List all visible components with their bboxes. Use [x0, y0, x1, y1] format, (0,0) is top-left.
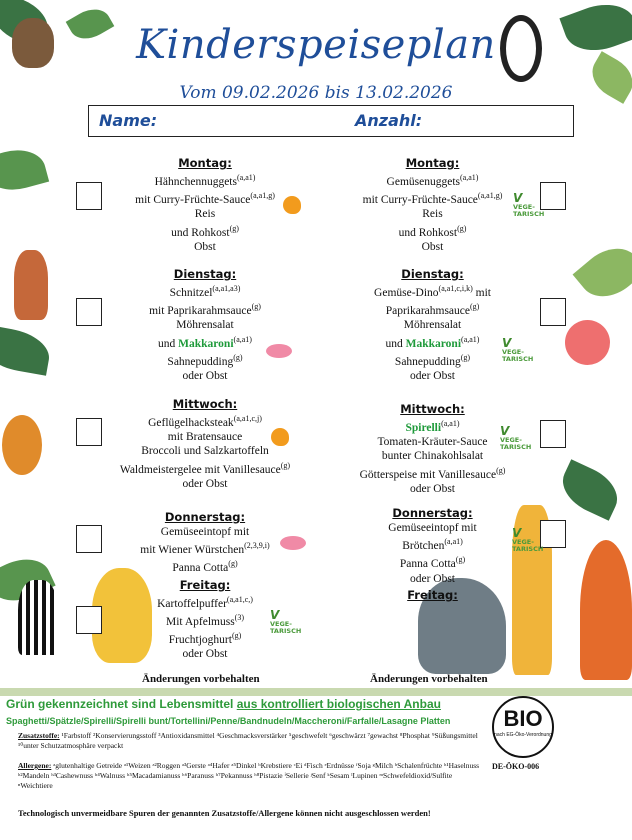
vegetarian-icon: V VEGE- TARISCH — [500, 424, 532, 451]
tree-illustration — [580, 540, 632, 680]
checkbox-left-dienstag[interactable] — [76, 298, 102, 326]
flamingo-illustration — [565, 320, 610, 365]
leaf-decoration — [0, 324, 53, 376]
leaf-decoration — [554, 459, 625, 521]
trace-warning: Technologisch unvermeidbare Spuren der genannten Zusatzstoffe/Allergene können nicht ausgeschlossen werden! — [18, 808, 431, 818]
vegetarian-icon: V VEGE- TARISCH — [513, 191, 545, 218]
date-range: Vom 09.02.2026 bis 13.02.2026 — [179, 83, 453, 103]
zebra-illustration — [18, 580, 58, 655]
bio-notice: Grün gekennzeichnet sind Lebensmittel aus kontrolliert biologischen Anbau — [6, 697, 441, 711]
right-montag: Montag: Gemüsenuggets$^{(a,a1)}$ mit Curry-Früchte-Sauce$^{(a,a1,g)}$ Reis und Rohkost$^{(g)}$ Obst — [362, 156, 503, 253]
checkbox-right-dienstag[interactable] — [540, 298, 566, 326]
left-freitag: Freitag: Kartoffelpuffer$^{(a,a1,c,)}$ Mit Apfelmuss$^{(3)}$ Fruchtjoghurt$^{(g)}$ oder Obst — [157, 578, 253, 661]
pig-icon — [280, 536, 306, 550]
pig-icon — [266, 344, 292, 358]
chicken-icon — [283, 196, 301, 214]
left-montag: Montag: Hähnchennuggets$^{(a,a1)}$ mit Curry-Früchte-Sauce$^{(a,a1,g)}$ Reis und Rohkost$^{(g)}$ Obst — [135, 156, 275, 253]
leaf-decoration — [573, 236, 632, 309]
page-title: Kinderspeiseplan — [136, 22, 496, 68]
left-mittwoch: Mittwoch: Geflügelhacksteak$^{(a,a1,c,j)}$ mit Bratensauce Broccoli und Salzkartoffeln Waldmeistergelee mit Vanillesauce$^{(g)}$ oder Obst — [119, 397, 291, 491]
allergens-info: Allergene: ᵃglutenhaltige Getreide ᵃ¹Weizen ᵃ²Roggen ᵃ³Gerste ᵃ⁴Hafer ᵃ⁵Dinkel ᵇKrebstiere ᶜEi ᵈFisch ᵉErdnüsse ᶠSoja ᵍMilch ʰSchalenfrüchte ʰ¹Haselnuss ʰ²Mandeln ʰ³Cashewnuss ʰ⁴Walnuss ʰ⁵Macadamianuss ʰ⁶Paranuss ʰ⁷Pekannuss ʰ⁸Pistazie ⁱSellerie ʲSenf ᵏSesam ˡLupinen ᵐSchwefeldioxid/Sulfite ⁿWeichtiere — [18, 761, 480, 790]
eco-code: DE-ÖKO-006 — [492, 762, 540, 771]
bio-seal-icon: BIO nach EG-Öko-Verordnung — [492, 696, 554, 758]
left-dienstag: Dienstag: Schnitzel$^{(a,a1,a3)}$ mit Paprikarahmsauce$^{(g)}$ Möhrensalat und Makkaroni$^{(a,a1)}$ Sahnepudding$^{(g)}$ oder Obst — [149, 267, 261, 383]
left-donnerstag: Donnerstag: Gemüseeintopf mit mit Wiener Würstchen$^{(2,3,9,i)}$ Panna Cotta$^{(g)}$ — [140, 510, 270, 575]
right-mittwoch: Mittwoch: Spirelli$^{(a,a1)}$ Tomaten-Kräuter-Sauce bunter Chinakohlsalat Götterspeise mit Vanillesauce$^{(g)}$ oder Obst — [359, 402, 506, 496]
leaf-decoration — [0, 143, 49, 197]
checkbox-right-donnerstag[interactable] — [540, 520, 566, 548]
checkbox-left-montag[interactable] — [76, 182, 102, 210]
deer-illustration — [14, 250, 48, 320]
right-freitag: Freitag: — [407, 588, 458, 602]
vegetarian-icon: V VEGE- TARISCH — [270, 608, 302, 635]
checkbox-right-mittwoch[interactable] — [540, 420, 566, 448]
lion-illustration — [2, 415, 42, 475]
name-label: Name: — [99, 111, 158, 130]
pasta-list: Spaghetti/Spätzle/Spirelli/Spirelli bunt/Tortellini/Penne/Bandnudeln/Maccheroni/Farfalle/Lasagne Platten — [6, 716, 451, 726]
name-count-box[interactable] — [88, 105, 574, 137]
count-label: Anzahl: — [355, 111, 423, 130]
grass-band — [0, 688, 632, 696]
chicken-icon — [271, 428, 289, 446]
left-changes-note: Änderungen vorbehalten — [142, 673, 260, 685]
checkbox-left-freitag[interactable] — [76, 606, 102, 634]
checkbox-left-donnerstag[interactable] — [76, 525, 102, 553]
vegetarian-icon: V VEGE- TARISCH — [512, 526, 544, 553]
right-donnerstag: Donnerstag: Gemüseeintopf mit Brötchen$^{(a,a1)}$ Panna Cotta$^{(g)}$ oder Obst — [388, 506, 477, 585]
right-changes-note: Änderungen vorbehalten — [370, 673, 488, 685]
right-dienstag: Dienstag: Gemüse-Dino$^{(a,a1,c,i,k)}$ mit Paprikarahmsauce$^{(g)}$ Möhrensalat und Makkaroni$^{(a,a1)}$ Sahnepudding$^{(g)}$ oder Obst — [374, 267, 491, 383]
checkbox-left-mittwoch[interactable] — [76, 418, 102, 446]
vegetarian-icon: V VEGE- TARISCH — [502, 336, 534, 363]
additives-info: Zusatzstoffe: ¹Farbstoff ²Konservierungsstoff ³Antioxidansmittel ⁴Geschmacksverstärker ⁵geschwefelt ⁶geschwärzt ⁷gewachst ⁸Phosphat ⁹Süßungsmittel ¹⁰unter Schutzatmosphäre verpackt — [18, 731, 478, 750]
